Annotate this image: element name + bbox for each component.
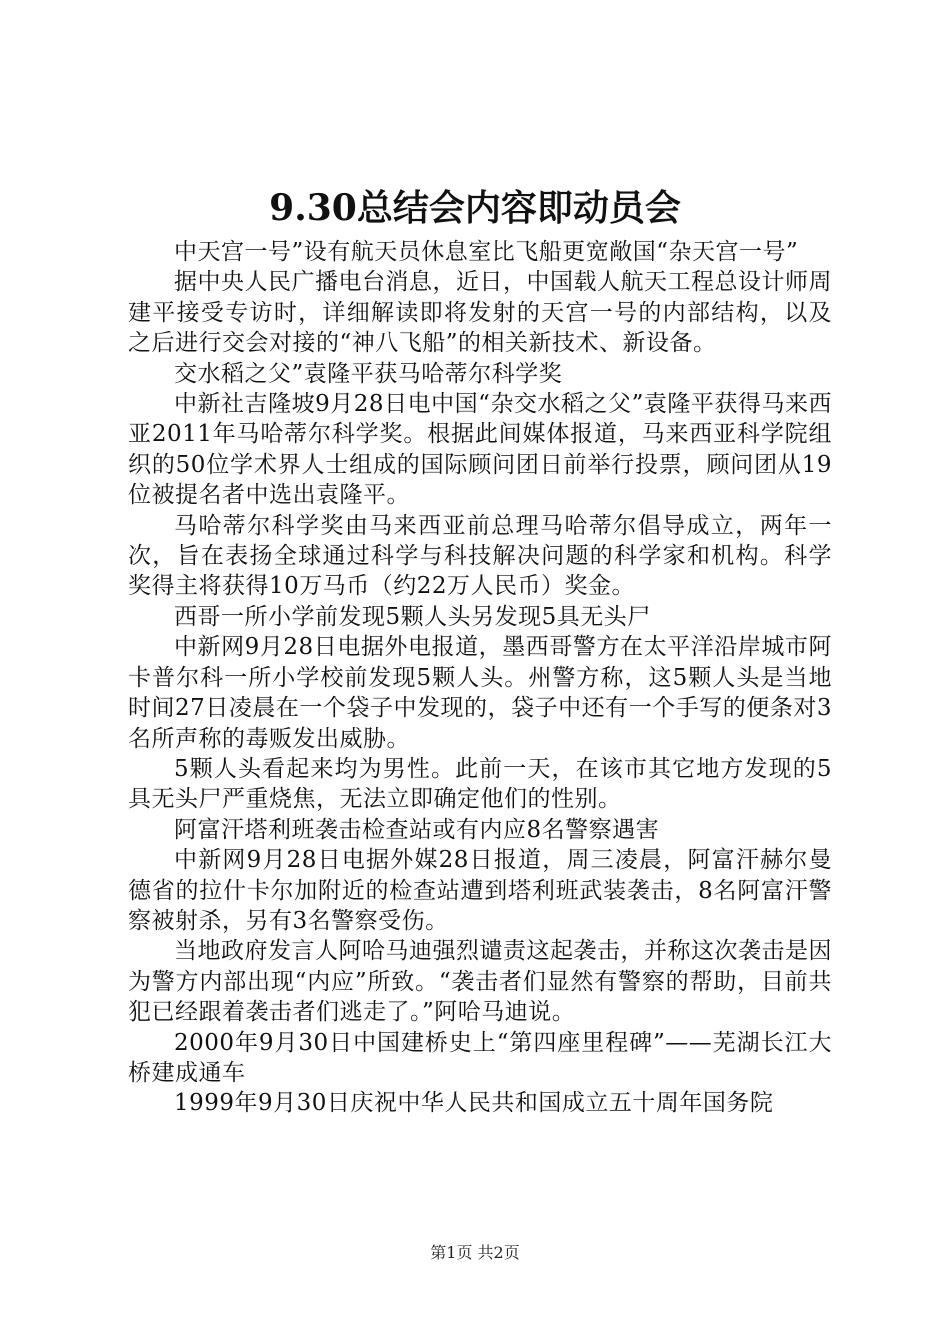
news-headline-yuan-longping: 交水稻之父”袁隆平获马哈蒂尔科学奖 [174, 360, 563, 387]
news-body-mahathir-award: 马哈蒂尔科学奖由马来西亚前总理马哈蒂尔倡导成立，两年一次，旨在表扬全球通过科学与科技解决问题的科学家和机构。科学奖得主将获得10万马币（约22万人民币）奖金。 [128, 512, 832, 600]
news-body-mexico-followup: 5颗人头看起来均为男性。此前一天，在该市其它地方发现的5具无头尸严重烧焦，无法立即确定他们的性别。 [128, 755, 832, 813]
document-body [128, 237, 832, 1119]
history-item-wuhu-bridge: 2000年9月30日中国建桥史上“第四座里程碑”——芜湖长江大桥建成通车 [128, 1029, 832, 1086]
news-headline-mexico: 西哥一所小学前发现5颗人头另发现5具无头尸 [174, 603, 651, 630]
news-body-afghanistan: 中新网9月28日电据外媒28日报道，周三凌晨，阿富汗赫尔曼德省的拉什卡尔加附近的检查站遭到塔利班武装袭击，8名阿富汗警察被射杀，另有3名警察受伤。 [128, 847, 832, 934]
page-footer: 第1页 共2页 [430, 1243, 520, 1262]
news-body-mexico: 中新网9月28日电据外电报道，墨西哥警方在太平洋沿岸城市阿卡普尔科一所小学校前发现5颗人头。州警方称，这5颗人头是当地时间27日凌晨在一个袋子中发现的，袋子中还有一个手写的便条对3名所声称的毒贩发出威胁。 [128, 634, 832, 752]
news-body-afghanistan-spokesman: 当地政府发言人阿哈马迪强烈谴责这起袭击，并称这次袭击是因为警方内部出现“内应”所致。“袭击者们显然有警察的帮助，目前共犯已经跟着袭击者们逃走了。”阿哈马迪说。 [128, 938, 832, 1026]
news-headline-afghanistan: 阿富汗塔利班袭击检查站或有内应8名警察遇害 [174, 816, 660, 843]
news-body-tiangong: 据中央人民广播电台消息，近日，中国载人航天工程总设计师周建平接受专访时，详细解读即将发射的天宫一号的内部结构，以及之后进行交会对接的“神八飞船”的相关新技术、新设备。 [128, 269, 832, 357]
document-title: 9.30总结会内容即动员会 [269, 187, 681, 229]
history-item-1999: 1999年9月30日庆祝中华人民共和国成立五十周年国务院 [174, 1090, 774, 1117]
news-headline-tiangong: 中天宫一号”设有航天员休息室比飞船更宽敞国“杂天宫一号” [174, 239, 799, 265]
news-body-yuan-longping: 中新社吉隆坡9月28日电中国“杂交水稻之父”袁隆平获得马来西亚2011年马哈蒂尔科学奖。根据此间媒体报道，马来西亚科学院组织的50位学术界人士组成的国际顾问团日前举行投票，顾问团从19位被提名者中选出袁隆平。 [128, 391, 832, 509]
